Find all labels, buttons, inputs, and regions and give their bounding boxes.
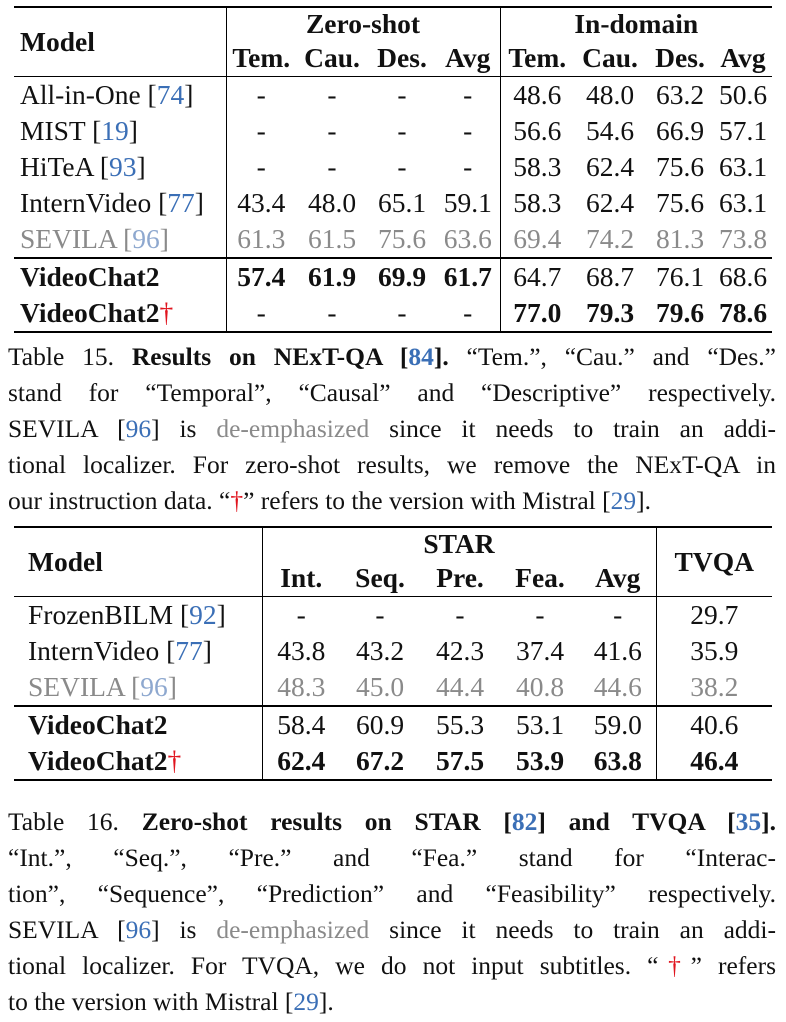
value-cell: - xyxy=(397,115,407,147)
table-16-caption xyxy=(8,804,776,1020)
value-cell: - xyxy=(436,77,500,114)
caption-text: ] is xyxy=(151,414,217,443)
caption-label: Table 15. xyxy=(8,342,114,371)
in-domain-group-header: In-domain xyxy=(574,8,699,40)
tvqa-value-cell: 40.6 xyxy=(690,709,739,741)
value-cell: 77.0 xyxy=(513,297,562,329)
table-row xyxy=(14,295,772,332)
model-name: InternVideo xyxy=(28,635,160,667)
caption-text: “Tem.”, “Cau.” and “Des.” xyxy=(466,342,776,371)
value-cell: 81.3 xyxy=(655,223,705,255)
value-cell: 61.7 xyxy=(436,258,500,295)
model-name: InternVideo xyxy=(20,187,152,219)
value-cell: 53.1 xyxy=(515,709,565,741)
table-row xyxy=(14,149,772,185)
value-cell: 65.1 xyxy=(377,187,427,219)
col-header: Seq. xyxy=(355,562,405,594)
value-cell: 69.9 xyxy=(377,261,427,293)
value-cell: 75.6 xyxy=(655,151,705,183)
model-cell: InternVideo [77] xyxy=(14,633,262,669)
value-cell: 48.0 xyxy=(585,79,635,111)
model-name: VideoChat2 xyxy=(20,261,160,293)
caption-text: our instruction data. “ xyxy=(8,486,231,515)
value-cell: - xyxy=(327,115,337,147)
value-cell: 60.9 xyxy=(355,709,405,741)
model-cell: InternVideo [77] xyxy=(14,185,226,221)
caption-title-end: ]. xyxy=(433,342,449,371)
col-header: Avg xyxy=(720,42,766,74)
value-cell: - xyxy=(296,599,306,631)
dagger-mark: † xyxy=(167,745,182,777)
table-row xyxy=(14,743,772,780)
caption-title: Results on NExT-QA [ xyxy=(131,342,409,371)
value-cell: 53.9 xyxy=(515,745,565,777)
citation-link[interactable]: 96 xyxy=(132,223,160,255)
col-header: Des. xyxy=(377,42,427,74)
value-cell: 69.4 xyxy=(513,223,562,255)
value-cell: 63.1 xyxy=(718,187,768,219)
caption-text: to the version with Mistral [ xyxy=(8,987,294,1016)
value-cell: 44.4 xyxy=(435,671,485,703)
value-cell: 44.6 xyxy=(580,669,656,706)
caption-label: Table 16. xyxy=(8,807,119,836)
table-16 xyxy=(14,526,772,781)
model-cell xyxy=(14,706,262,743)
value-cell: 42.3 xyxy=(435,635,485,667)
value-cell: - xyxy=(436,149,500,185)
value-cell: - xyxy=(256,151,266,183)
value-cell: 62.4 xyxy=(585,151,635,183)
caption-text: tional localizer. For TVQA, we do not input subtitles. “ xyxy=(8,951,659,980)
model-name: HiTeA xyxy=(20,151,93,183)
value-cell: 63.8 xyxy=(580,743,656,780)
value-cell: 63.2 xyxy=(655,79,705,111)
col-header: Avg xyxy=(580,560,656,597)
value-cell: 61.5 xyxy=(307,223,357,255)
value-cell: 74.2 xyxy=(585,223,635,255)
table-row xyxy=(14,221,772,258)
col-header: Pre. xyxy=(436,562,484,594)
value-cell: 58.3 xyxy=(513,151,562,183)
value-cell: 61.3 xyxy=(237,223,286,255)
value-cell: 48.6 xyxy=(513,79,562,111)
value-cell: - xyxy=(397,151,407,183)
citation-link[interactable]: 29 xyxy=(610,486,637,515)
model-name: VideoChat2 xyxy=(28,709,168,741)
col-header: Avg xyxy=(436,40,500,77)
citation-link[interactable]: 29 xyxy=(293,987,319,1016)
value-cell: 79.6 xyxy=(655,297,705,329)
value-cell: 67.2 xyxy=(355,745,405,777)
value-cell: 62.4 xyxy=(277,745,326,777)
table-row xyxy=(14,706,772,743)
model-name: All-in-One xyxy=(20,79,141,111)
caption-text: since it needs to train an addi- xyxy=(369,414,776,443)
value-cell: - xyxy=(375,599,385,631)
table-row xyxy=(14,185,772,221)
tvqa-value-cell: 46.4 xyxy=(690,745,739,777)
table-row xyxy=(14,669,772,706)
value-cell: 61.9 xyxy=(307,261,357,293)
caption-title-end: ]. xyxy=(761,807,777,836)
value-cell: - xyxy=(535,599,545,631)
table-15-body xyxy=(14,77,772,333)
tvqa-header: TVQA xyxy=(674,546,754,578)
col-header: Tem. xyxy=(508,42,567,74)
citation-link[interactable]: 84 xyxy=(408,342,434,371)
model-name: MIST xyxy=(20,115,86,147)
caption-text: SEVILA [ xyxy=(8,414,126,443)
table-row xyxy=(14,597,772,634)
table-16-body xyxy=(14,597,772,781)
value-cell: 63.6 xyxy=(436,221,500,258)
caption-text: since it needs to train an addi- xyxy=(369,915,776,944)
citation-link[interactable]: 96 xyxy=(125,414,152,443)
value-cell: - xyxy=(327,151,337,183)
model-cell: SEVILA [96] xyxy=(14,669,262,706)
caption-text: ” refers xyxy=(690,951,777,980)
value-cell: 79.3 xyxy=(585,297,635,329)
value-cell: 78.6 xyxy=(718,297,768,329)
value-cell: - xyxy=(436,295,500,332)
caption-text: ] is xyxy=(151,915,217,944)
table-15 xyxy=(14,6,772,333)
value-cell: 59.0 xyxy=(580,706,656,743)
table-row xyxy=(14,258,772,295)
value-cell: 40.8 xyxy=(515,671,565,703)
table-row xyxy=(14,113,772,149)
value-cell: 73.8 xyxy=(718,223,768,255)
value-cell: 41.6 xyxy=(580,633,656,669)
caption-text: SEVILA [ xyxy=(8,915,126,944)
model-cell: All-in-One [74] xyxy=(14,77,226,114)
dagger-mark: † xyxy=(658,951,691,980)
table-row xyxy=(14,633,772,669)
value-cell: 43.2 xyxy=(355,635,405,667)
model-name: SEVILA xyxy=(20,223,117,255)
value-cell: - xyxy=(397,79,407,111)
model-cell: MIST [19] xyxy=(14,113,226,149)
table-row xyxy=(14,77,772,114)
value-cell: 55.3 xyxy=(435,709,485,741)
model-name: VideoChat2 xyxy=(20,297,160,329)
caption-text: ]. xyxy=(318,987,334,1016)
zero-shot-group-header: Zero-shot xyxy=(226,7,500,40)
value-cell: 45.0 xyxy=(355,671,405,703)
col-header: Des. xyxy=(655,42,705,74)
citation-link[interactable]: 96 xyxy=(140,671,168,703)
col-header: Tem. xyxy=(232,42,291,74)
value-cell: 63.1 xyxy=(718,151,768,183)
value-cell: 68.6 xyxy=(718,261,768,293)
col-header: Cau. xyxy=(304,42,360,74)
citation-link[interactable]: 77 xyxy=(167,187,195,219)
value-cell: 58.3 xyxy=(513,187,562,219)
value-cell: 58.4 xyxy=(277,709,326,741)
value-cell: 50.6 xyxy=(718,79,768,111)
value-cell: 75.6 xyxy=(655,187,705,219)
caption-text: ” refers to the version with Mistral [ xyxy=(243,486,611,515)
model-cell: SEVILA [96] xyxy=(14,221,226,258)
model-name: SEVILA xyxy=(28,671,125,703)
value-cell: 48.0 xyxy=(307,187,357,219)
caption-title: Zero-shot results on STAR [ xyxy=(141,807,512,836)
model-cell xyxy=(14,743,262,780)
value-cell: 76.1 xyxy=(655,261,705,293)
dagger-mark: † xyxy=(159,297,174,329)
value-cell: 62.4 xyxy=(585,187,635,219)
tvqa-value-cell: 29.7 xyxy=(690,599,739,631)
value-cell: - xyxy=(256,115,266,147)
value-cell: 57.4 xyxy=(237,261,286,293)
model-name: VideoChat2 xyxy=(28,745,168,777)
model-header: Model xyxy=(14,7,226,77)
value-cell: 64.7 xyxy=(513,261,562,293)
value-cell: - xyxy=(455,599,465,631)
citation-link[interactable]: 82 xyxy=(511,807,538,836)
model-cell: HiTeA [93] xyxy=(14,149,226,185)
deemphasized-text: de-emphasized xyxy=(216,915,370,944)
citation-link[interactable]: 35 xyxy=(735,807,762,836)
caption-text: ]. xyxy=(636,486,652,515)
value-cell: 59.1 xyxy=(436,185,500,221)
model-cell xyxy=(14,295,226,332)
value-cell: 56.6 xyxy=(513,115,562,147)
value-cell: 43.4 xyxy=(237,187,286,219)
deemphasized-text: de-emphasized xyxy=(216,414,370,443)
value-cell: - xyxy=(580,597,656,634)
value-cell: - xyxy=(397,297,407,329)
value-cell: - xyxy=(327,297,337,329)
value-cell: 57.5 xyxy=(435,745,485,777)
col-header: Cau. xyxy=(582,42,638,74)
col-header: Int. xyxy=(280,562,323,594)
value-cell: 54.6 xyxy=(585,115,635,147)
model-cell xyxy=(14,258,226,295)
caption-text: tional localizer. For zero-shot results, we remove the NExT-QA in xyxy=(8,450,776,479)
citation-link[interactable]: 93 xyxy=(108,151,137,183)
value-cell: 68.7 xyxy=(585,261,635,293)
value-cell: - xyxy=(436,113,500,149)
value-cell: 43.8 xyxy=(277,635,326,667)
value-cell: 37.4 xyxy=(515,635,565,667)
citation-link[interactable]: 74 xyxy=(156,79,185,111)
star-group-header: STAR xyxy=(262,527,656,560)
value-cell: 57.1 xyxy=(718,115,768,147)
value-cell: - xyxy=(327,79,337,111)
citation-link[interactable]: 77 xyxy=(175,635,203,667)
model-name: FrozenBILM xyxy=(28,599,174,631)
citation-link[interactable]: 96 xyxy=(125,915,152,944)
col-header: Fea. xyxy=(515,562,565,594)
table-15-caption xyxy=(8,339,776,519)
dagger-mark: † xyxy=(230,486,244,515)
value-cell: 75.6 xyxy=(377,223,427,255)
model-cell: FrozenBILM [92] xyxy=(14,597,262,634)
caption-text: “Int.”, “Seq.”, “Pre.” and “Fea.” stand for “Interac- xyxy=(8,843,776,872)
caption-text: stand for “Temporal”, “Causal” and “Descriptive” respectively. xyxy=(8,378,776,407)
tvqa-value-cell: 35.9 xyxy=(690,635,739,667)
tvqa-value-cell: 38.2 xyxy=(690,671,739,703)
value-cell: 48.3 xyxy=(277,671,326,703)
value-cell: 66.9 xyxy=(655,115,705,147)
model-header: Model xyxy=(14,527,262,597)
value-cell: - xyxy=(256,297,266,329)
caption-title: ] and TVQA [ xyxy=(537,807,736,836)
value-cell: - xyxy=(256,79,266,111)
citation-link[interactable]: 19 xyxy=(101,115,129,147)
caption-text: tion”, “Sequence”, “Prediction” and “Feasibility” respectively. xyxy=(8,879,776,908)
citation-link[interactable]: 92 xyxy=(189,599,217,631)
